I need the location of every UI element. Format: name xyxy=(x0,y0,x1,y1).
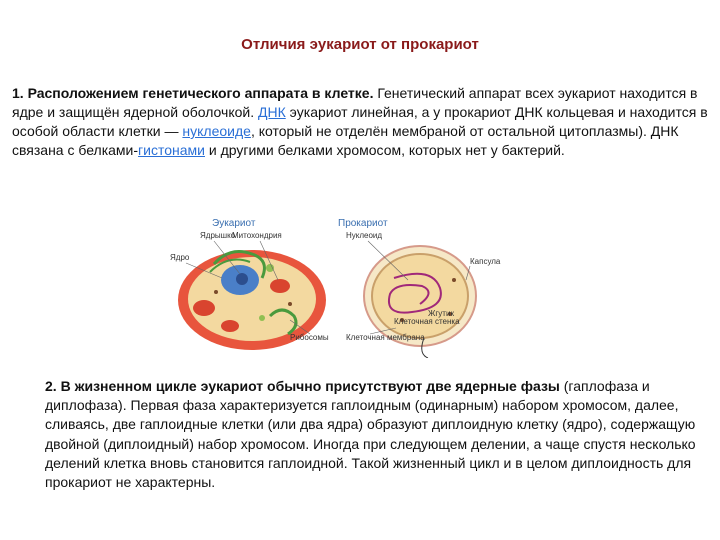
page-title: Отличия эукариот от прокариот xyxy=(241,36,479,53)
paragraph-1-text-d: и другими белками хромосом, которых нет у бактерий. xyxy=(204,142,565,158)
label-capsule: Капсула xyxy=(470,257,501,266)
mitochondrion-shape xyxy=(193,300,215,316)
label-nucleolus: Ядрышко xyxy=(200,231,236,240)
label-cell-wall: Клеточная стенка xyxy=(394,317,460,326)
label-ribosomes: Рибосомы xyxy=(290,333,329,342)
link-dna[interactable]: ДНК xyxy=(258,104,286,120)
paragraph-genetic-apparatus xyxy=(12,84,712,160)
eukaryote-caption: Эукариот xyxy=(212,218,256,229)
label-flagella: Жгутик xyxy=(428,309,454,318)
label-mitochondria: Митохондрия xyxy=(232,231,282,240)
paragraph-life-cycle xyxy=(45,377,705,492)
prokaryote-caption: Прокариот xyxy=(338,218,388,229)
paragraph-1-text-c: , который не отделён мембраной от остальной цитоплазмы). ДНК связана с белками- xyxy=(12,123,679,158)
paragraph-1-text-a: Генетический аппарат всех эукариот находится в ядре и защищён ядерной оболочкой. xyxy=(12,85,698,120)
link-nucleoid[interactable]: нуклеоиде xyxy=(182,123,251,139)
paragraph-2-lead: 2. В жизненном цикле эукариот обычно присутствуют две ядерные фазы xyxy=(45,378,560,394)
link-histones[interactable]: гистонами xyxy=(138,142,205,158)
nucleolus-shape xyxy=(236,273,248,285)
cell-comparison-figure xyxy=(170,208,520,358)
paragraph-1-lead: 1. Расположением генетического аппарата в клетке. xyxy=(12,85,374,101)
label-nucleus: Ядро xyxy=(170,253,190,262)
paragraph-2-text: (гаплофаза и диплофаза). Первая фаза характеризуется гаплоидным (одинарным) набором хромосом, далее, сливаясь, две гаплоидные клетки (или два ядра) образуют диплоидную клетку (ядро), содержащую двойной (диплоидный) набор хромосом. Иногда при следующем делении, а чаще спустя несколько делений клетка вновь становится гаплоидной. Такой жизненный цикл и в целом диплоидность для прокариот не характерны. xyxy=(45,378,696,491)
paragraph-1-text-b: эукариот линейная, а у прокариот ДНК кольцевая и находится в особой области клетки — xyxy=(12,104,708,139)
label-cell-membrane: Клеточная мембрана xyxy=(346,333,425,342)
label-nucleoid: Нуклеоид xyxy=(346,231,383,240)
